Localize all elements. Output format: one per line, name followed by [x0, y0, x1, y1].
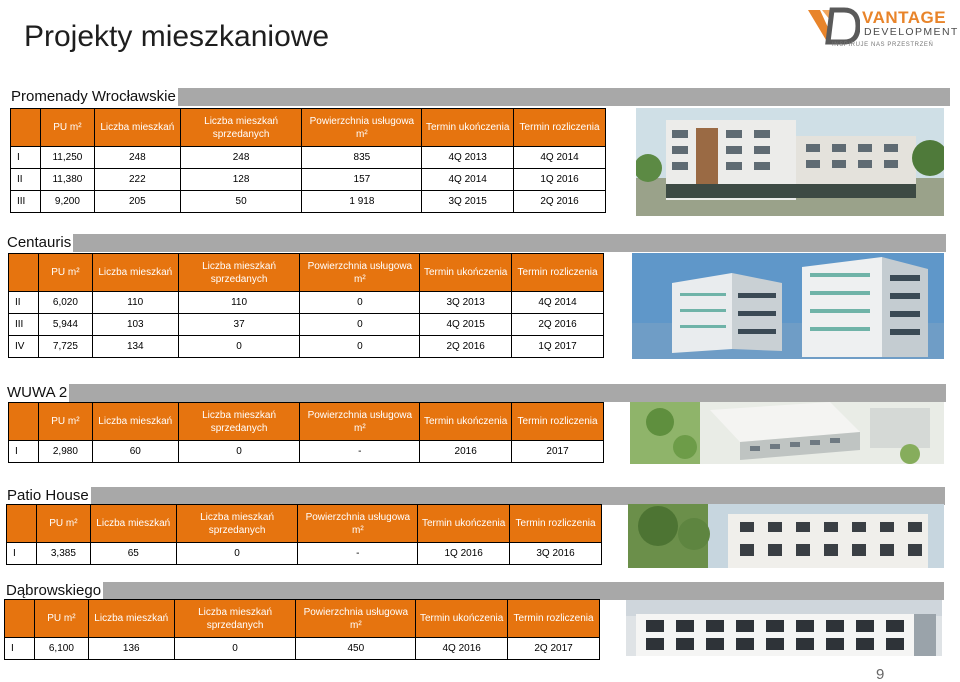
table-header-row	[7, 505, 602, 543]
header-ukonczenia: Termin ukończenia	[420, 254, 512, 292]
header-liczba: Liczba mieszkań	[88, 600, 174, 638]
header-rozliczenia: Termin rozliczenia	[512, 254, 604, 292]
section-bar-dabrowskiego	[4, 582, 944, 600]
section-title-centauris: Centauris	[7, 234, 72, 251]
header-pu: PU m²	[38, 403, 92, 441]
logo-line1: VANTAGE	[862, 8, 947, 27]
table-row: I 11,250 248 248 835 4Q 2013 4Q 2014	[11, 147, 606, 169]
photo-wuwa	[630, 402, 944, 464]
table-header-row	[5, 600, 600, 638]
vantage-logo	[806, 6, 959, 52]
header-powierzchnia: Powierzchnia usługowa m²	[298, 505, 418, 543]
header-sprzedanych: Liczba mieszkań sprzedanych	[178, 254, 300, 292]
table-row: IV 7,725 134 0 0 2Q 2016 1Q 2017	[9, 336, 604, 358]
section-bar-wuwa	[6, 384, 946, 402]
section-title-patio: Patio House	[7, 487, 89, 504]
section-bar-patio	[5, 487, 945, 505]
logo-tagline: INSPIRUJE NAS PRZESTRZEŃ	[832, 42, 934, 48]
header-powierzchnia: Powierzchnia usługowa m²	[302, 109, 422, 147]
header-rozliczenia: Termin rozliczenia	[512, 403, 604, 441]
logo-line2: DEVELOPMENT	[864, 26, 959, 38]
header-ukonczenia: Termin ukończenia	[420, 403, 512, 441]
section-title-dabrowskiego: Dąbrowskiego	[6, 582, 102, 599]
page-number: 9	[876, 666, 885, 682]
table-patio	[6, 504, 602, 565]
section-title-promenady: Promenady Wrocławskie	[11, 88, 176, 105]
header-ukonczenia: Termin ukończenia	[418, 505, 510, 543]
photo-patio	[628, 504, 944, 568]
header-liczba: Liczba mieszkań	[90, 505, 176, 543]
table-header-row	[9, 254, 604, 292]
vantage-logo-mark	[806, 6, 860, 46]
header-rozliczenia: Termin rozliczenia	[514, 109, 606, 147]
page-title: Projekty mieszkaniowe	[24, 20, 330, 53]
header-sprzedanych: Liczba mieszkań sprzedanych	[178, 403, 300, 441]
table-header-row	[11, 109, 606, 147]
table-header-row	[9, 403, 604, 441]
header-ukonczenia: Termin ukończenia	[422, 109, 514, 147]
photo-dabrowskiego	[626, 600, 942, 656]
table-row: II 11,380 222 128 157 4Q 2014 1Q 2016	[11, 169, 606, 191]
header-powierzchnia: Powierzchnia usługowa m²	[296, 600, 416, 638]
photo-promenady	[636, 108, 944, 216]
table-wuwa	[8, 402, 604, 463]
header-rozliczenia: Termin rozliczenia	[508, 600, 600, 638]
table-dabrowskiego	[4, 599, 600, 660]
photo-centauris	[632, 253, 944, 359]
header-liczba: Liczba mieszkań	[92, 254, 178, 292]
header-liczba: Liczba mieszkań	[92, 403, 178, 441]
header-rozliczenia: Termin rozliczenia	[510, 505, 602, 543]
section-title-wuwa: WUWA 2	[7, 384, 68, 401]
table-row: III 9,200 205 50 1 918 3Q 2015 2Q 2016	[11, 191, 606, 213]
header-liczba: Liczba mieszkań	[94, 109, 180, 147]
table-row: II 6,020 110 110 0 3Q 2013 4Q 2014	[9, 292, 604, 314]
header-powierzchnia: Powierzchnia usługowa m²	[300, 403, 420, 441]
table-row: I 6,100 136 0 450 4Q 2016 2Q 2017	[5, 638, 600, 660]
header-pu: PU m²	[36, 505, 90, 543]
header-sprzedanych: Liczba mieszkań sprzedanych	[174, 600, 296, 638]
table-row: I 3,385 65 0 - 1Q 2016 3Q 2016	[7, 543, 602, 565]
header-powierzchnia: Powierzchnia usługowa m²	[300, 254, 420, 292]
table-promenady	[10, 108, 606, 213]
header-sprzedanych: Liczba mieszkań sprzedanych	[176, 505, 298, 543]
header-pu: PU m²	[40, 109, 94, 147]
table-centauris	[8, 253, 604, 358]
header-ukonczenia: Termin ukończenia	[416, 600, 508, 638]
section-bar-centauris	[6, 234, 946, 252]
table-row: III 5,944 103 37 0 4Q 2015 2Q 2016	[9, 314, 604, 336]
header-pu: PU m²	[38, 254, 92, 292]
header-sprzedanych: Liczba mieszkań sprzedanych	[180, 109, 302, 147]
header-pu: PU m²	[34, 600, 88, 638]
table-row: I 2,980 60 0 - 2016 2017	[9, 441, 604, 463]
